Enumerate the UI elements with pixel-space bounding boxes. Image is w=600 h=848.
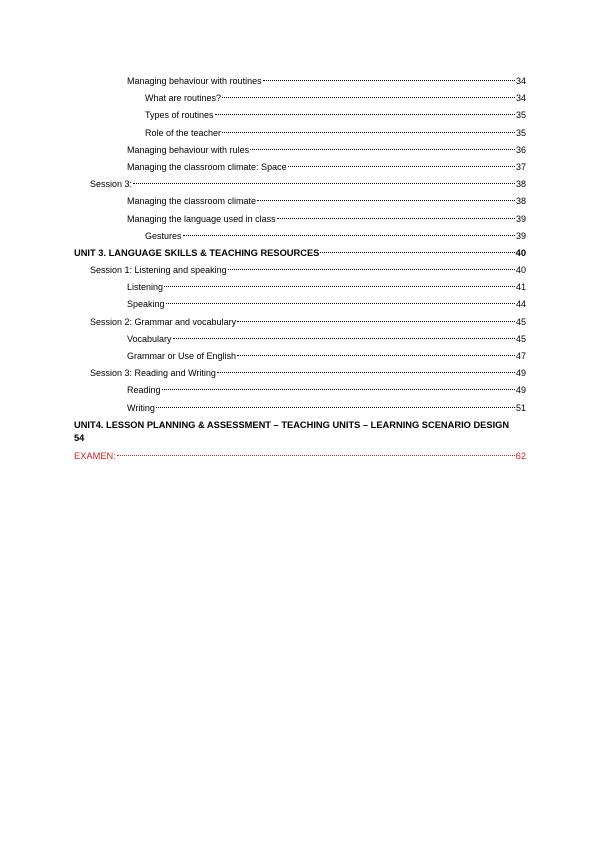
toc-entry-title: Types of routines <box>145 110 214 121</box>
leader-dots <box>320 252 514 253</box>
toc-entry-unit4[interactable] <box>0 419 600 445</box>
toc-entry[interactable] <box>0 314 600 331</box>
leader-dots <box>133 183 515 184</box>
toc-entry[interactable] <box>0 176 600 193</box>
toc-entry-page: 35 <box>515 127 526 138</box>
toc-entry-page: 34 <box>515 93 526 104</box>
toc-entry-title: Managing behaviour with routines <box>127 76 262 86</box>
toc-entry[interactable] <box>0 262 600 279</box>
toc-entry[interactable] <box>0 228 600 245</box>
toc-entry-exam-page: 62 <box>515 450 526 461</box>
toc-entry-unit4-title: UNIT4. LESSON PLANNING & ASSESSMENT – TEACHING UNITS – LEARNING SCENARIO DESIGN <box>74 419 510 430</box>
toc-entry[interactable] <box>0 382 600 399</box>
leader-dots <box>162 389 515 390</box>
toc-entry-page: 39 <box>515 230 526 241</box>
leader-dots <box>288 166 515 167</box>
toc-entry-page: 34 <box>515 76 526 86</box>
leader-dots <box>156 407 515 408</box>
toc-entry-page: 38 <box>515 179 526 190</box>
toc-entry-title: Role of the teacher <box>145 127 222 138</box>
leader-dots <box>166 303 515 304</box>
toc-entry-title: Managing the language used in class <box>127 213 276 224</box>
toc-entry-page: 47 <box>515 351 526 361</box>
toc-entry-page: 36 <box>515 144 526 155</box>
toc-entry[interactable] <box>0 73 600 90</box>
table-of-contents <box>0 73 600 465</box>
toc-entry-page: 37 <box>515 161 526 172</box>
toc-entry-page: 45 <box>515 316 526 327</box>
toc-entry-page: 49 <box>515 368 526 379</box>
toc-entry-exam[interactable] <box>0 448 600 465</box>
toc-entry-title: Grammar or Use of English <box>127 351 237 361</box>
leader-dots <box>257 200 515 201</box>
toc-entry[interactable] <box>0 193 600 210</box>
toc-entry-page: 51 <box>515 402 526 413</box>
toc-entry-title: Session 1: Listening and speaking <box>90 265 227 276</box>
toc-entry[interactable] <box>0 159 600 176</box>
toc-entry-title: Gestures <box>145 230 182 241</box>
leader-dots <box>222 132 515 133</box>
leader-dots <box>250 149 515 150</box>
leader-dots <box>222 97 515 98</box>
toc-entry-title: Managing the classroom climate: Space <box>127 161 287 172</box>
toc-entry-title: Listening <box>127 282 164 293</box>
toc-entry-page: 38 <box>515 196 526 207</box>
toc-entry[interactable] <box>0 211 600 228</box>
toc-entry-title: Vocabulary <box>127 333 172 344</box>
leader-dots <box>228 269 515 270</box>
toc-entry-page: 40 <box>515 247 526 258</box>
toc-entry-title: UNIT 3. LANGUAGE SKILLS & TEACHING RESOURCES <box>74 247 320 258</box>
leader-dots <box>237 321 515 322</box>
leader-dots <box>217 372 515 373</box>
leader-dots <box>237 355 515 356</box>
leader-dots <box>277 218 515 219</box>
leader-dots <box>164 286 515 287</box>
toc-entry-title: Session 3: <box>90 179 133 190</box>
toc-entry-title: Writing <box>127 402 155 413</box>
leader-dots <box>183 235 515 236</box>
toc-entry-page: 39 <box>515 213 526 224</box>
toc-entry-title: Session 3: Reading and Writing <box>90 368 216 379</box>
toc-entry[interactable] <box>0 348 600 365</box>
toc-entry-exam-title: EXAMEN: <box>74 450 116 461</box>
toc-entry[interactable] <box>0 125 600 142</box>
toc-entry-page: 45 <box>515 333 526 344</box>
toc-entry[interactable] <box>0 107 600 124</box>
toc-entry-title: What are routines? <box>145 93 222 104</box>
toc-entry-page: 41 <box>515 282 526 293</box>
leader-dots <box>263 80 515 81</box>
toc-entry[interactable] <box>0 279 600 296</box>
toc-entry-title: Managing behaviour with rules <box>127 144 250 155</box>
toc-entry[interactable] <box>0 365 600 382</box>
toc-entry-unit4-page: 54 <box>74 432 85 443</box>
leader-dots <box>117 455 515 456</box>
toc-entry[interactable] <box>0 400 600 417</box>
leader-dots <box>215 114 515 115</box>
toc-entry[interactable] <box>0 142 600 159</box>
toc-entry-page: 49 <box>515 385 526 396</box>
toc-entry-title: Managing the classroom climate <box>127 196 257 207</box>
leader-dots <box>173 338 515 339</box>
toc-entry[interactable] <box>0 90 600 107</box>
toc-entry-unit[interactable] <box>0 245 600 262</box>
toc-entry-title: Reading <box>127 385 161 396</box>
toc-entry[interactable] <box>0 296 600 313</box>
toc-entry-page: 44 <box>515 299 526 310</box>
toc-entry-page: 40 <box>515 265 526 276</box>
toc-entry-title: Session 2: Grammar and vocabulary <box>90 316 237 327</box>
toc-entry-page: 35 <box>515 110 526 121</box>
toc-entry-title: Speaking <box>127 299 165 310</box>
toc-entry[interactable] <box>0 331 600 348</box>
